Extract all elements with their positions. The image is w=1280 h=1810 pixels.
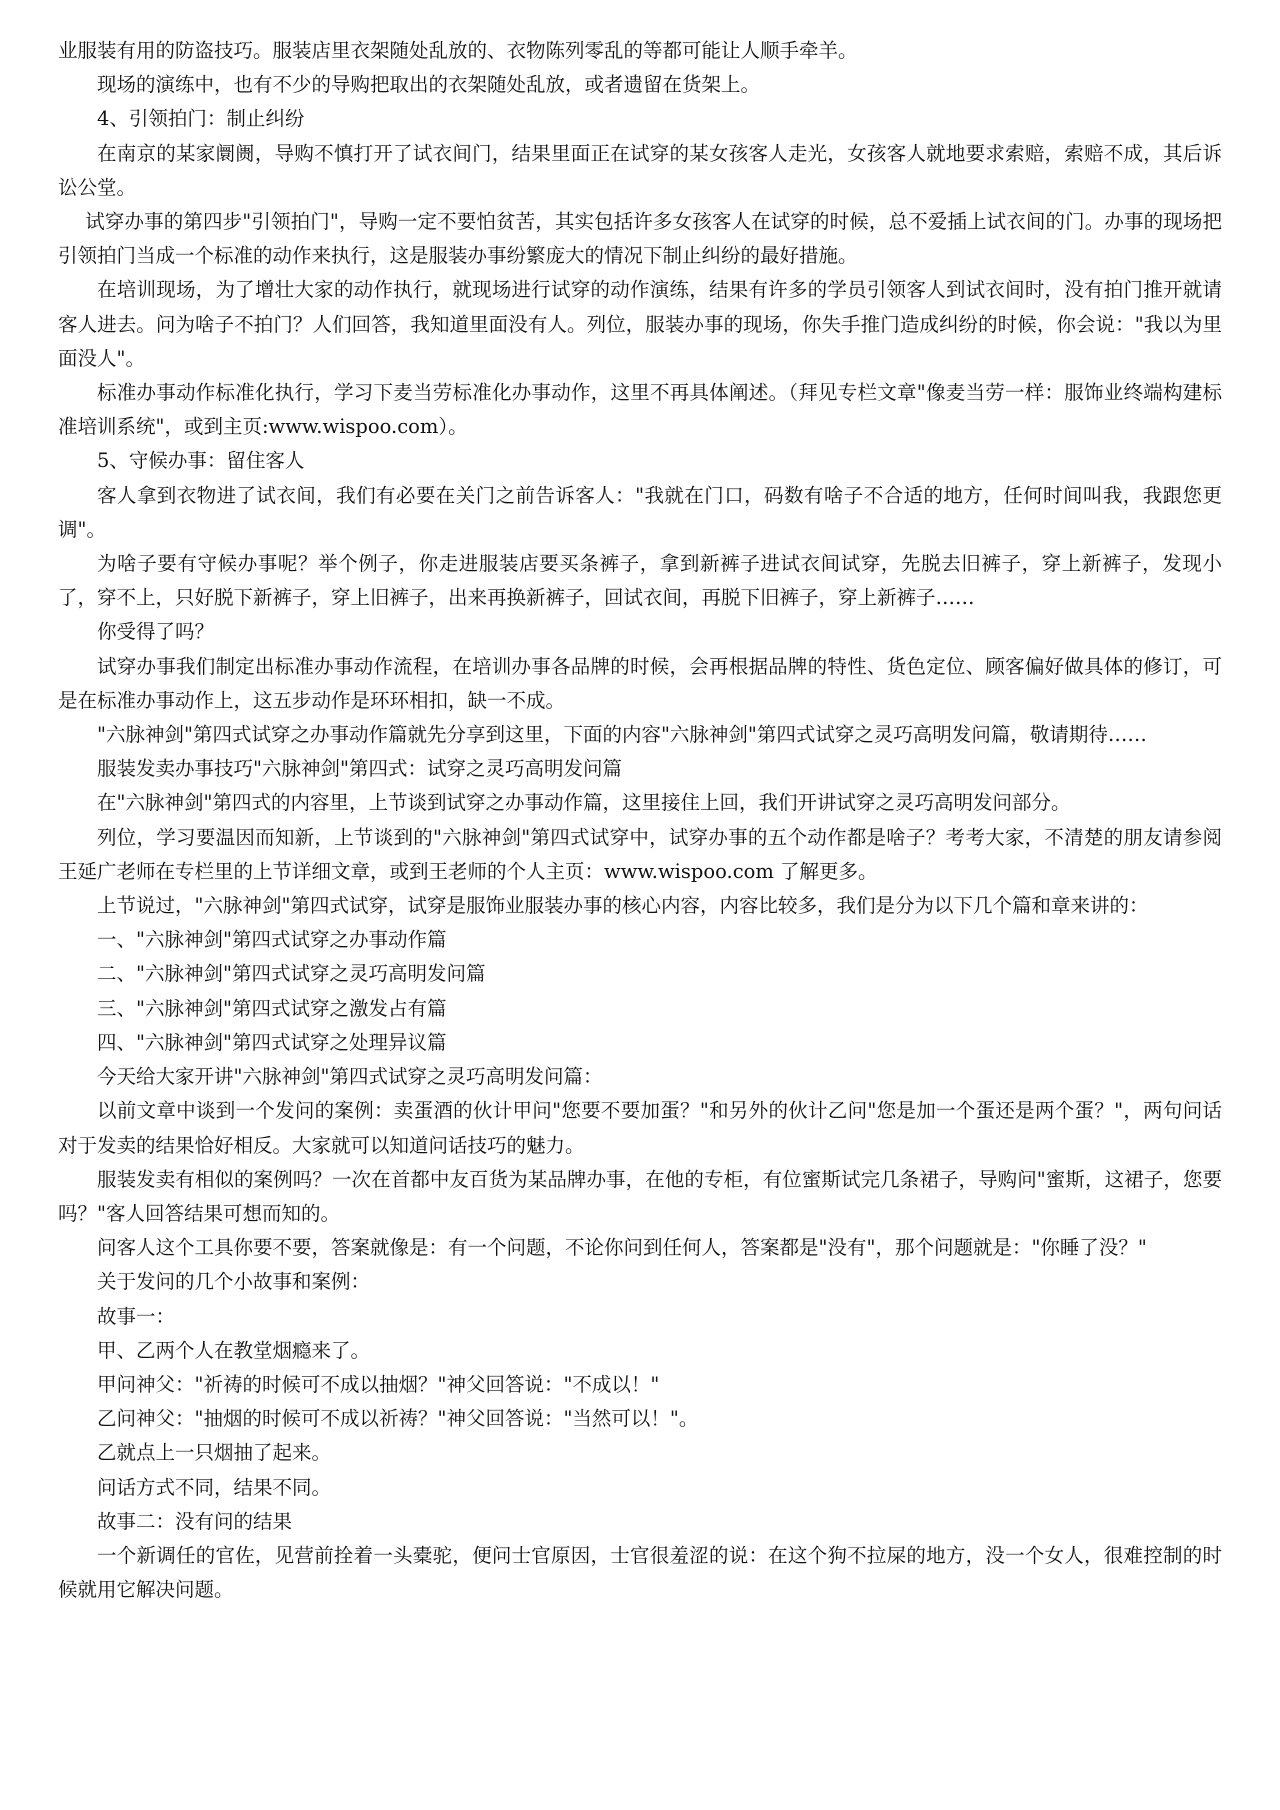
paragraph: 试穿办事的第四步"引领拍门"，导购一定不要怕贫苦，其实包括许多女孩客人在试穿的时候，总不爱插上试衣间的门。办事的现场把引领拍门当成一个标准的动作来执行，这是服装办事纷繁庞大的情况下制止纠纷的最好措施。	[58, 210, 1222, 268]
paragraph: 上节说过，"六脉神剑"第四式试穿，试穿是服饰业服装办事的核心内容，内容比较多，我们是分为以下几个篇和章来讲的：	[97, 894, 1149, 918]
paragraph: 客人拿到衣物进了试衣间，我们有必要在关门之前告诉客人："我就在门口，码数有啥子不合适的地方，任何时间叫我，我跟您更调"。	[58, 483, 1222, 541]
paragraph: 三、"六脉神剑"第四式试穿之激发占有篇	[97, 996, 447, 1020]
paragraph: 今天给大家开讲"六脉神剑"第四式试穿之灵巧高明发问篇：	[97, 1065, 603, 1089]
paragraph: 问客人这个工具你要不要，答案就像是：有一个问题，不论你问到任何人，答案都是"没有"，那个问题就是："你睡了没？"	[97, 1236, 1147, 1260]
paragraph: 试穿办事我们制定出标准办事动作流程，在培训办事各品牌的时候，会再根据品牌的特性、货色定位、顾客偏好做具体的修订，可是在标准办事动作上，这五步动作是环环相扣，缺一不成。	[58, 654, 1222, 712]
paragraph: 标准办事动作标准化执行，学习下麦当劳标准化办事动作，这里不再具体阐述。（拜见专栏文章"像麦当劳一样：服饰业终端构建标准培训系统"，或到主页:www.wispoo.com）。	[58, 381, 1222, 439]
paragraph: 服装发卖有相似的案例吗？一次在首都中友百货为某品牌办事，在他的专柜，有位蜜斯试完几条裙子，导购问"蜜斯，这裙子，您要吗？"客人回答结果可想而知的。	[58, 1167, 1222, 1225]
paragraph: 问话方式不同，结果不同。	[97, 1475, 332, 1499]
paragraph: 二、"六脉神剑"第四式试穿之灵巧高明发问篇	[97, 962, 486, 986]
paragraph: 你受得了吗？	[97, 620, 215, 644]
paragraph: 故事一：	[97, 1304, 176, 1328]
paragraph: 一、"六脉神剑"第四式试穿之办事动作篇	[97, 928, 447, 952]
paragraph: 甲、乙两个人在教堂烟瘾来了。	[97, 1338, 371, 1362]
paragraph: 在"六脉神剑"第四式的内容里，上节谈到试穿之办事动作篇，这里接住上回，我们开讲试穿之灵巧高明发问部分。	[97, 791, 1071, 815]
paragraph: 四、"六脉神剑"第四式试穿之处理异议篇	[97, 1030, 447, 1054]
paragraph: 乙问神父："抽烟的时候可不成以祈祷？"神父回答说："当然可以！"。	[97, 1407, 699, 1431]
paragraph: 4、引领拍门：制止纠纷	[97, 107, 305, 131]
paragraph: 甲问神父："祈祷的时候可不成以抽烟？"神父回答说："不成以！"	[97, 1372, 660, 1396]
paragraph: "六脉神剑"第四式试穿之办事动作篇就先分享到这里，下面的内容"六脉神剑"第四式试穿之灵巧高明发问篇，敬请期待……	[97, 723, 1147, 747]
paragraph: 乙就点上一只烟抽了起来。	[97, 1441, 332, 1465]
paragraph: 服装发卖办事技巧"六脉神剑"第四式：试穿之灵巧高明发问篇	[97, 757, 622, 781]
paragraph: 故事二：没有问的结果	[97, 1509, 293, 1533]
paragraph: 在培训现场，为了增壮大家的动作执行，就现场进行试穿的动作演练，结果有许多的学员引领客人到试衣间时，没有拍门推开就请客人进去。问为啥子不拍门？人们回答，我知道里面没有人。列位，服装办事的现场，你失手推门造成纠纷的时候，你会说："我以为里面没人"。	[58, 278, 1222, 370]
paragraph: 以前文章中谈到一个发问的案例：卖蛋酒的伙计甲问"您要不要加蛋？"和另外的伙计乙问"您是加一个蛋还是两个蛋？"，两句问话对于发卖的结果恰好相反。大家就可以知道问话技巧的魅力。	[58, 1099, 1222, 1157]
paragraph: 现场的演练中，也有不少的导购把取出的衣架随处乱放，或者遗留在货架上。	[97, 73, 761, 97]
paragraph: 一个新调任的官佐，见营前拴着一头橐驼，便问士官原因，士官很羞涩的说：在这个狗不拉屎的地方，没一个女人，很难控制的时候就用它解决问题。	[58, 1543, 1222, 1602]
paragraph: 为啥子要有守候办事呢？举个例子，你走进服装店要买条裤子，拿到新裤子进试衣间试穿，先脱去旧裤子，穿上新裤子，发现小了，穿不上，只好脱下新裤子，穿上旧裤子，出来再换新裤子，回试衣间，再脱下旧裤子，穿上新裤子……	[58, 552, 1222, 610]
paragraph: 5、守候办事：留住客人	[97, 449, 305, 473]
paragraph: 列位，学习要温因而知新，上节谈到的"六脉神剑"第四式试穿中，试穿办事的五个动作都是啥子？考考大家，不清楚的朋友请参阅王延广老师在专栏里的上节详细文章，或到王老师的个人主页：www.wispoo.com 了解更多。	[58, 825, 1222, 883]
paragraph: 关于发问的几个小故事和案例：	[97, 1270, 371, 1294]
paragraph: 在南京的某家阛阓，导购不慎打开了试衣间门，结果里面正在试穿的某女孩客人走光，女孩客人就地要求索赔，索赔不成，其后诉讼公堂。	[58, 141, 1222, 199]
paragraph: 业服装有用的防盗技巧。服装店里衣架随处乱放的、衣物陈列零乱的等都可能让人顺手牵羊。	[58, 39, 858, 62]
